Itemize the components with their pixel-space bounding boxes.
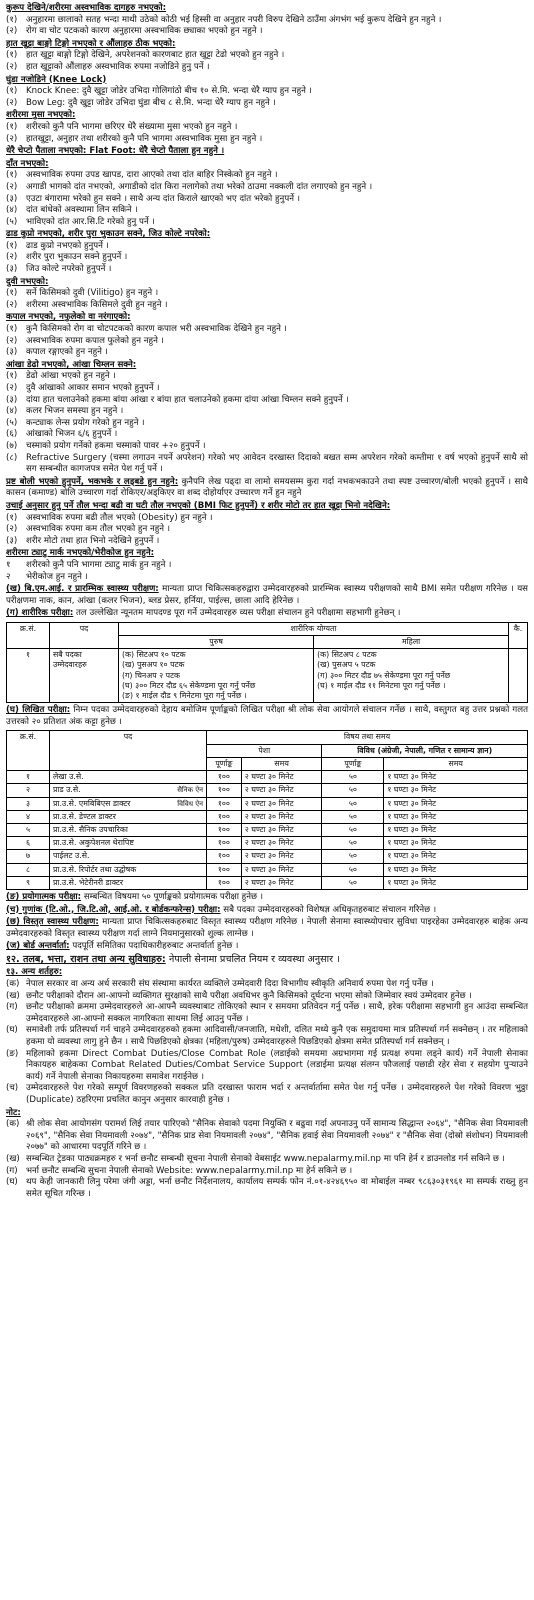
exam-row-sn: ४ xyxy=(7,810,50,823)
exam-row-gen-time: १ घण्टा ३० मिनेट xyxy=(384,876,528,889)
item-text: अनुहारमा छालाको सतह भन्दा माथी उठेको कोठी भई हिस्सी वा अनुहार नपरी विरुप देखिने ठाउँमा अंगभंग भई कुरूप देखिने हुन नहुने । xyxy=(26,14,442,25)
notes-heading: नोट: xyxy=(6,1107,21,1118)
table-row xyxy=(7,850,528,863)
list-item xyxy=(6,50,528,62)
item-text: अस्वभाविक रुपमा उपड खापड, दारा आएको तथा दांत बाहिर निस्केको हुन नहुने । xyxy=(26,170,278,181)
list-item xyxy=(6,524,528,536)
kha-paragraph xyxy=(6,584,528,607)
item-number: (१) xyxy=(6,288,18,299)
item-number: (१) xyxy=(6,240,18,251)
exam-row-time: २ घण्टा ३० मिनेट xyxy=(241,863,322,876)
item-text: कुनै किसिमको रोग वा चोटपटकको कारण कपाल भरी अस्वभाविक देखिने हुन नहुने । xyxy=(26,324,287,335)
section-13-heading: १३. अन्य शर्तहरु: xyxy=(6,967,63,978)
list-item xyxy=(6,441,528,453)
exam-row-post xyxy=(50,784,207,797)
section-12-text: नेपाली सेनामा प्रचलित नियम र व्यवस्था अनुसार । xyxy=(169,953,340,965)
item-number: (१) xyxy=(6,86,18,97)
item-number: (५) xyxy=(6,216,18,227)
list-item xyxy=(6,205,528,217)
exam-row-time: २ घण्टा ३० मिनेट xyxy=(241,797,322,810)
list-item xyxy=(6,98,528,110)
chha-text: मान्यता प्राप्त चिकित्सकहरुबाट विस्तृत स्वास्थ्य परीक्षण गरिनेछ । नेपाली सेनामा स्वास्थ्योपचार सुविधा पाइरहेका उम्मेदवारहरु बाहेक अन्य उम्मेदवारहरुको विस्तृत स्वास्थ्य परीक्षण गर्दा लाग्ने नियमानुसारको शुल्क लाग्नेछ । xyxy=(6,917,529,939)
item-number: (१) xyxy=(6,14,18,25)
item-text: शरीरको कुनै पनि भागमा छरिएर धेरै संख्यामा मुसा भएको हुन नहुने । xyxy=(26,121,238,132)
exam-row-post xyxy=(50,823,207,836)
criteria-section xyxy=(6,3,528,38)
item-number: (२) xyxy=(6,299,18,310)
item-number: (२) xyxy=(6,524,18,535)
fitness-female-list xyxy=(314,649,509,703)
item-number: (ङ) xyxy=(6,1048,19,1059)
item-number: (२) xyxy=(6,181,18,192)
criteria-heading: कपाल नभएको, नफुलेको वा नरंगाएको: xyxy=(6,312,131,323)
item-number: (३) xyxy=(6,347,18,358)
criteria-heading: दाँत नभएको: xyxy=(6,158,49,169)
list-item xyxy=(6,324,528,336)
exam-row-sn: १ xyxy=(7,771,50,784)
list-item xyxy=(6,536,528,548)
exam-row-post-name: प्रा.उ.से. एमबिबिएस डाक्टर xyxy=(53,798,131,808)
item-number: २ xyxy=(6,571,11,582)
exam-row-post xyxy=(50,837,207,850)
criteria-section xyxy=(6,159,528,229)
cha-paragraph xyxy=(6,905,528,917)
item-text: छनौट परीक्षाको क्रममा उम्मेदवारहरुले आ-आफ्नै व्यवस्थाबाट तोकिएको स्थान र समयमा प्रतिवेदन गर्नु पर्नेछ । साथै, हरेक परीक्षामा सहभागी हुन आउंदा सम्बन्धित उम्मेदवारहरुले आ-आफ्नो सक्कल नागरिकता साथमा लिई आउनु पर्नेछ । xyxy=(26,1002,528,1024)
exam-row-time: २ घण्टा ३० मिनेट xyxy=(241,837,322,850)
exam-row-gen-full: ५० xyxy=(322,837,384,850)
item-number: (१) xyxy=(6,324,18,335)
exam-row-post-name: प्रा.उ.से. सैनिक उपचारिका xyxy=(53,824,128,834)
kha-heading: (ख) बि.एम.आई. र प्रारम्भिक स्वास्थ्य परीक्षण: xyxy=(6,584,159,595)
criteria-section xyxy=(6,75,528,110)
exam-pesha-header: पेशा xyxy=(207,744,322,757)
ja-paragraph xyxy=(6,941,528,953)
item-text: ढाड कुप्रो नभएको हुनुपर्ने । xyxy=(26,240,109,251)
exam-table xyxy=(6,730,528,889)
criteria-heading: आंखा डेढो नभएको, आंखा चिम्लन सक्ने: xyxy=(6,359,137,370)
exam-row-time: २ घण्टा ३० मिनेट xyxy=(241,876,322,889)
criteria-section xyxy=(6,360,528,476)
item-text: उम्मेदवारहरुले पेश गरेको सम्पूर्ण विवरणहरुको सक्कल प्रति दरखास्त फाराम भर्दा र अन्तर्वार्तामा समेत पेश गर्नु पर्नेछ । उम्मेदवारहरुले पेश गरेको विवरण भुठ्ठा (Duplicate) ठहरिएमा प्रचलित कानुन अनुसार कारवाही हुनेछ । xyxy=(26,1083,528,1106)
list-item xyxy=(6,1002,528,1025)
item-text: डेढो आंखा भएको हुन नहुने । xyxy=(26,371,116,382)
exam-row-full: १०० xyxy=(207,850,242,863)
list-item xyxy=(6,979,528,991)
exam-row-sn: ८ xyxy=(7,863,50,876)
item-text: श्री लोक सेवा आयोगसंग परामर्श लिई तयार पारिएको "सैनिक सेवाको पदमा नियुक्ति र बढुवा गर्दा अपनाउनु पर्ने सामान्य सिद्धान्त २०६४", "सैनिक सेवा नियमावली २०६९", "सैनिक सेवा नियमावली २०७४", "सैनिक प्राड सेवा नियमावली २०७४", "सैनिक हवाई सेवा नियमावली २०७४" र "सैनिक सेवा (दोस्रो संशोधन) नियमावली २०७७" को आधारमा पदपूर्ति गरिने छ । xyxy=(26,1119,528,1153)
table-row xyxy=(7,876,528,889)
list-item xyxy=(6,300,528,312)
exam-row-full: १०० xyxy=(207,771,242,784)
chha-paragraph xyxy=(6,917,528,940)
fitness-post-header: पद xyxy=(50,622,119,648)
list-item xyxy=(6,347,528,359)
list-item xyxy=(6,453,528,476)
item-number: (१) xyxy=(6,170,18,181)
item-number: (४) xyxy=(6,406,18,417)
list-item xyxy=(6,15,528,27)
item-text: भेरीकोज हुन नहुने । xyxy=(26,571,88,582)
list-item xyxy=(6,1177,528,1200)
exam-row-gen-full: ५० xyxy=(322,784,384,797)
criteria-section xyxy=(6,110,528,145)
list-item xyxy=(6,1166,528,1178)
item-number: (घ) xyxy=(6,1025,18,1036)
item-text: छनौट परीक्षाको दौरान आ-आफ्नो व्यक्तिगत सुरक्षाको साथै परीक्षा अवधिभर कुनै किसिमको दुर्घटना भएमा सोको जिम्मेवार स्वयं उम्मेदवार हुनेछ । xyxy=(26,990,472,1001)
item-text: भर्ना छनौट सम्बन्धि सुचना नेपाली सेनाको Website: www.nepalarmy.mil.np मा हेर्न सकिने छ । xyxy=(26,1165,353,1176)
gha-heading: (घ) लिखित परीक्षा: xyxy=(6,705,71,716)
exam-row-post-name: प्रा.उ.से. रिपोर्टर तथा उद्घोषक xyxy=(53,864,137,874)
speech-heading: प्रष्ट बोली भएको हुनुपर्ने, भकभके र लड्बडे हुन नहुने: xyxy=(6,476,179,487)
exam-row-full: १०० xyxy=(207,823,242,836)
item-text: महिलाको हकमा Direct Combat Duties/Close Combat Role (लडाईको समयमा अग्रभागमा गई प्रत्यक्ष रुपमा लड्ने कार्य) गर्ने नेपाली सेनाका निकायहरु बाहेकका Combat Related Duties/Combat Service Support (लडाईमा प्रत्यक्ष संलग्न फौजलाई पछाडी रहेर सेवा र सहयोग पुऱ्याउने कार्य) गर्ने नेपाली सेनाका निकायहरुमा समावेश गराईनेछ । xyxy=(26,1048,528,1082)
item-text: Refractive Surgery (चस्मा लगाउन नपर्ने अपरेशन) गरेको भए आवेदन दरखास्त दिदाको बखत सम्म अपरेशन गरेको कम्तीमा १ वर्ष भएको हुनुपर्ने साथै सो सग सम्बन्धीत कागजपत्र समेत पेश गर्नु पर्ने । xyxy=(26,452,528,475)
chha-heading: (छ) विस्तृत स्वास्थ्य परीक्षण: xyxy=(6,917,99,928)
item-number: (३) xyxy=(6,264,18,275)
exam-row-gen-time: १ घण्टा ३० मिनेट xyxy=(384,823,528,836)
item-number: (ग) xyxy=(6,1002,18,1013)
table-row xyxy=(7,810,528,823)
list-item xyxy=(6,26,528,38)
bmi-heading: उचाई अनुसार हुनु पर्ने तौल भन्दा बढी वा घटी तौल नभएको (BMI फिट हुनुपर्ने) र शरीर मोटो तर हात खुट्टा भिनो नदेखिने: xyxy=(6,500,391,511)
section-12 xyxy=(6,954,528,967)
male-criterion: (ख) पुसअप १० पटक xyxy=(122,660,185,670)
item-number: (७) xyxy=(6,440,18,451)
item-number: (२) xyxy=(6,133,18,144)
exam-row-gen-time: १ घण्टा ३० मिनेट xyxy=(384,810,528,823)
list-item xyxy=(6,1119,528,1154)
list-item xyxy=(6,182,528,194)
fitness-sn-header: क्र.सं. xyxy=(7,622,50,648)
item-text: नेपाल सरकार वा अन्य अर्ध सरकारी संघ संस्थामा कार्यरत व्यक्तिले उम्मेदवारी दिदा विभागीय स्वीकृति अनिवार्य रुपमा पेश गर्नु पर्नेछ । xyxy=(26,979,434,990)
male-criterion: (घ) ३०० मिटर दौड ६५ सेकेण्डमा पूरा गर्नु पर्नेछ xyxy=(122,680,256,690)
item-text: जिउ कोल्टे नपरेको हुनुपर्ने । xyxy=(26,264,112,275)
female-criterion: (ख) पुसअप ५ पटक xyxy=(317,660,376,670)
ga-paragraph xyxy=(6,608,528,620)
exam-row-gen-full: ५० xyxy=(322,863,384,876)
table-row xyxy=(7,771,528,784)
item-number: (४) xyxy=(6,205,18,216)
fitness-female-header: महिला xyxy=(314,636,509,649)
female-criterion: (क) सिटअप ८ पटक xyxy=(317,650,377,660)
list-item xyxy=(6,264,528,276)
item-number: (२) xyxy=(6,97,18,108)
exam-row-full: १०० xyxy=(207,837,242,850)
item-text: दांया हात चलाउनेको हकमा बांया आंखा र बांया हात चलाउनेको हकमा दांया आंखा चिम्लन सक्ने हुनुपर्ने । xyxy=(26,394,349,405)
criteria-heading: शरीरमा मुसा नभएको: xyxy=(6,110,76,121)
exam-row-sn: ९ xyxy=(7,876,50,889)
item-text: शरीरको कुनै पनि भागमा ट्याटु मार्क हुन नहुने । xyxy=(26,559,172,570)
fitness-row-sn: १ xyxy=(7,649,50,703)
list-item xyxy=(6,429,528,441)
list-item xyxy=(6,513,528,525)
item-number: (ग) xyxy=(6,1165,18,1176)
exam-row-time: २ घण्टा ३० मिनेट xyxy=(241,823,322,836)
table-row xyxy=(7,797,528,810)
item-number: (२) xyxy=(6,61,18,72)
exam-row-full: १०० xyxy=(207,810,242,823)
list-item xyxy=(6,288,528,300)
kha-text: मान्यता प्राप्त चिकित्सकहरुद्वारा उम्मेदवारहरुको प्रारम्भिक स्वास्थ्य परीक्षणको साथै BMI समेत परीक्षण गरिनेछ । यस परीक्षणमा नाक, कान, आंखा (कलर भिजन), ब्लड प्रेसर, हर्निया, पाईल्स, छाला आदि हेरिनेछ । xyxy=(6,584,528,606)
list-item xyxy=(6,217,528,229)
item-text: कन्ट्याक लेन्स प्रयोग गरेको हुन नहुने । xyxy=(26,417,145,428)
exam-row-sn: ३ xyxy=(7,797,50,810)
fitness-table xyxy=(6,622,528,703)
item-text: अगाडी भागको दांत नभएको, अगाडीको दांत किरा नलागेको तथा भरेको ठाउमा नक्कली दांत लगाएको हुन नहुने । xyxy=(26,181,373,192)
exam-general-header: विविध (अंग्रेजी, नेपाली, गणित र सामान्य ज्ञान) xyxy=(322,744,528,757)
item-number: (३) xyxy=(6,193,18,204)
item-text: रोग वा चोट पटकको कारण अनुहारमा अस्वभाविक छ्याका भएको हुन नहुने । xyxy=(26,26,263,37)
fitness-remark-header: कै. xyxy=(509,622,528,648)
criteria-section xyxy=(6,39,528,74)
item-text: शरीर पुरा भुकाउन सक्ने हुनुपर्ने । xyxy=(26,252,128,263)
list-item xyxy=(6,1154,528,1166)
list-item xyxy=(6,406,528,418)
list-item xyxy=(6,122,528,134)
item-text: चस्माको प्रयोग गर्नेको हकमा चस्माको पावर +२० हुनुपर्ने । xyxy=(26,440,206,451)
exam-row-gen-full: ५० xyxy=(322,850,384,863)
exam-row-post xyxy=(50,850,207,863)
item-number: (६) xyxy=(6,429,18,440)
criteria-section xyxy=(6,312,528,358)
exam-row-sn: ७ xyxy=(7,850,50,863)
list-item xyxy=(6,194,528,206)
nga-text: सम्बन्धित विषयमा ५० पूर्णाङ्कको प्रयोगात्मक परीक्षा हुनेछ । xyxy=(83,891,264,902)
section-12-heading: १२. तलब, भत्ता, राशन तथा अन्य सुविधाहरु: xyxy=(6,953,166,965)
item-text: भाविएको दांत आर.सि.टि गरेको हुनु पर्ने । xyxy=(26,216,155,227)
exam-row-post xyxy=(50,771,207,784)
item-number: (१) xyxy=(6,512,18,523)
notes-section xyxy=(6,1108,528,1201)
item-number: (२) xyxy=(6,252,18,263)
female-criterion: (घ) १ माईल दौड ११ मिनेटमा पूरा गर्नु पर्नेछ । xyxy=(317,680,446,690)
item-number: (३) xyxy=(6,535,18,546)
cha-text: सबै पदका उम्मेदवारहरुको विशेषज्ञ अधिकृतहरुबाट संचालन गरिनेछ । xyxy=(223,904,437,915)
item-text: अस्वभाविक रुपमा बढी तौल भएको (Obesity) हुन नहुने । xyxy=(26,512,213,523)
item-number: (३) xyxy=(6,394,18,405)
criteria-heading: दुवी नभएको: xyxy=(6,276,49,287)
exam-row-post xyxy=(50,863,207,876)
exam-row-full: १०० xyxy=(207,784,242,797)
exam-row-gen-full: ५० xyxy=(322,771,384,784)
male-criterion: (क) सिटअप १० पटक xyxy=(122,650,186,660)
bmi-section xyxy=(6,501,528,547)
fitness-row-post: सबै पदका उम्मेदवारहरु xyxy=(50,649,119,703)
exam-row-sn: ५ xyxy=(7,823,50,836)
list-item xyxy=(6,560,528,572)
criteria-heading: कुरूप देखिने/शरीरमा अस्वभाविक दागहरु नभएको: xyxy=(6,3,167,13)
exam-row-time: २ घण्टा ३० मिनेट xyxy=(241,850,322,863)
criteria-section xyxy=(6,146,528,158)
exam-row-time: २ घण्टा ३० मिनेट xyxy=(241,784,322,797)
item-text: सम्बन्धित ट्रेडका पाठ्यक्रमहरु र भर्ना छनौट सम्बन्धी सूचना नेपाली सेनाको वेबसाईट www.nepalarmy.mil.np मा पनि हेर्न र डाउनलोड गर्न सकिने छ । xyxy=(26,1153,505,1164)
item-text: शरीरमा अस्वभाविक किसिमले दुवी हुन नहुने । xyxy=(26,299,168,310)
nga-paragraph xyxy=(6,892,528,904)
item-text: दांत बांधेको अवस्थामा लिन सकिने । xyxy=(26,205,138,216)
list-item xyxy=(6,1083,528,1106)
exam-row-gen-time: १ घण्टा ३० मिनेट xyxy=(384,850,528,863)
exam-row-gen-time: १ घण्टा ३० मिनेट xyxy=(384,863,528,876)
exam-full-header: पूर्णाङ्क xyxy=(207,757,242,770)
fitness-male-header: पुरुष xyxy=(119,636,314,649)
list-item xyxy=(6,170,528,182)
table-row xyxy=(7,863,528,876)
item-number: (क) xyxy=(6,1119,20,1130)
exam-subject-header: विषय तथा समय xyxy=(207,731,528,744)
ga-text: तल उल्लेखित न्यूनतम मापदण्ड पूरा गर्ने उम्मेदवारहरु व्यस परीक्षा संचालन हुने परीक्षामा सहभागी हुनेछन् । xyxy=(76,608,401,619)
criteria-section xyxy=(6,277,528,312)
gha-paragraph xyxy=(6,705,528,728)
item-number: (५) xyxy=(6,417,18,428)
exam-row-gen-full: ५० xyxy=(322,876,384,889)
item-number: (१) xyxy=(6,121,18,132)
item-number: (१) xyxy=(6,371,18,382)
exam-row-post-name: प्रा.उ.से. भेटेरीनरी डाक्टर xyxy=(53,877,124,887)
list-item xyxy=(6,418,528,430)
item-number: (क) xyxy=(6,979,20,990)
item-text: हात खुट्टाको औंलाहरु अस्वभाविक रुपमा नजोडिने हुनु पर्ने । xyxy=(26,61,210,72)
exam-row-note: विविध ऐन xyxy=(177,799,203,808)
exam-row-gen-full: ५० xyxy=(322,797,384,810)
item-text: अस्वभाविक रुपमा कम तौल भएको हुन नहुने । xyxy=(26,524,171,535)
exam-row-gen-full: ५० xyxy=(322,810,384,823)
exam-row-gen-time: १ घण्टा ३० मिनेट xyxy=(384,837,528,850)
ja-heading: (ज) बोर्ड अन्तर्वार्ता: xyxy=(6,941,70,952)
exam-post-header: पद xyxy=(50,731,207,771)
table-row xyxy=(7,823,528,836)
exam-gen-full-header: पूर्णाङ्क xyxy=(322,757,384,770)
exam-row-full: १०० xyxy=(207,863,242,876)
exam-row-full: १०० xyxy=(207,797,242,810)
item-number: (२) xyxy=(6,335,18,346)
criteria-heading: धेरै चेप्टो पैताला नभएको: Flat Foot: धेरै चेप्टो पैताला हुन नहुने । xyxy=(6,146,225,157)
item-text: थप केही जानकारी लिनु परेमा जंगी अड्डा, भर्ना छनौट निर्देशनालय, कार्यालय सम्पर्क फोन नं.०१-४२४६९५० वा मोबाईल नम्बर ९८६३०३१९६१ मा सम्पर्क राख्नु हुन समेत सूचित गरिन्छ । xyxy=(26,1177,528,1199)
criteria-heading: ढाड कुप्रो नभएको, शरीर पुरा भुकाउन सक्ने, जिउ कोल्टे नपरेको: xyxy=(6,229,211,240)
list-item xyxy=(6,336,528,348)
exam-row-post-name: प्रा.उ.से. अकुपेशनल थेरापिष्ट xyxy=(53,838,134,848)
criteria-section xyxy=(6,229,528,275)
item-number: (ख) xyxy=(6,990,20,1001)
item-text: एउटा बंगारामा भरेको हुन सक्ने । साथै अन्य दांत किराले खाएको भए दांत भरेको हुनुपर्ने । xyxy=(26,193,300,204)
fitness-male-list xyxy=(119,649,314,703)
exam-gen-time-header: समय xyxy=(384,757,528,770)
speech-paragraph xyxy=(6,477,528,500)
item-number: (१) xyxy=(6,50,18,61)
item-text: समावेशी तर्फ प्रतिस्पर्धा गर्न चाहने उम्मेदवारहरुको हकमा आदिवासी/जनजाति, मधेशी, दलित मध्ये कुनै एक समुदायमा मात्र प्रतिस्पर्धा गर्न सक्नेछन् । तर महिलाको हकमा यो व्यवस्था लागु हुने छैन । साथै पिछडिएको क्षेत्रका (महिला/पुरुष) उम्मेदवारहरुले पिछडिएको क्षेत्रमा समेत प्रतिस्पर्धा गर्न सक्नेछन् । xyxy=(26,1025,528,1048)
item-number: (च) xyxy=(6,1083,19,1094)
criteria-heading: घुंडा नजोडिने (Knee Lock) xyxy=(6,74,107,85)
exam-row-gen-full: ५० xyxy=(322,823,384,836)
exam-row-gen-time: १ घण्टा ३० मिनेट xyxy=(384,797,528,810)
male-criterion: (ङ) १ माईल दौड ९ मिनेटमा पूरा गर्नु पर्नेछ । xyxy=(122,691,247,701)
list-item xyxy=(6,991,528,1003)
list-item xyxy=(6,86,528,98)
nga-heading: (ङ) प्रयोगात्मक परीक्षा: xyxy=(6,891,82,902)
exam-row-post-name: प्राड उ.से. xyxy=(53,785,81,795)
list-item xyxy=(6,241,528,253)
exam-row-time: २ घण्टा ३० मिनेट xyxy=(241,810,322,823)
item-text: अस्वभाविक रुपमा कपाल फुलेको हुन नहुने । xyxy=(26,335,164,346)
tattoo-section xyxy=(6,548,528,583)
fitness-header: शारीरिक योग्यता xyxy=(119,622,509,635)
female-criterion: (ग) ३०० मिटर दौड ७५ सेकेण्डमा पूरा गर्नु पर्नेछ xyxy=(317,670,451,680)
tattoo-heading: शरीरमा ट्याटु मार्क नभएको/भेरीकोज हुन नहुने: xyxy=(6,548,155,559)
exam-row-gen-time: १ घण्टा ३० मिनेट xyxy=(384,771,528,784)
exam-row-time: २ घण्टा ३० मिनेट xyxy=(241,771,322,784)
list-item xyxy=(6,134,528,146)
exam-row-post-name: लेखा उ.से. xyxy=(53,772,84,782)
exam-time-header: समय xyxy=(241,757,322,770)
list-item xyxy=(6,395,528,407)
item-text: Bow Leg: दुवै खुट्टा जोडेर उभिदा घुंडा बीच ८ से.मि. भन्दा धेरै ग्याप हुन नहुने । xyxy=(26,97,276,108)
list-item xyxy=(6,383,528,395)
exam-row-post xyxy=(50,876,207,889)
item-text: आंखाको भिजन ६/६ हुनुपर्ने । xyxy=(26,429,118,440)
item-text: शरीर मोटो तथा हात भिनो नदेखिने हुनुपर्ने । xyxy=(26,535,160,546)
list-item xyxy=(6,572,528,584)
item-text: हात खुट्टा बाङ्गो टिङ्गो देखिने, अपरेशनको कारणबाट हात खुट्टा टेढो भएको हुन नहुने । xyxy=(26,50,285,61)
item-text: कलर भिजन समस्या हुन नहुने । xyxy=(26,406,124,417)
exam-row-sn: २ xyxy=(7,784,50,797)
item-text: सर्ने किसिमको दुवी (Vilitigo) हुन नहुने । xyxy=(26,288,159,299)
list-item xyxy=(6,62,528,74)
ja-text: पदपूर्ति समितिका पदाधिकारीहरुबाट अन्तर्वार्ता हुनेछ । xyxy=(72,941,239,952)
exam-sn-header: क्र.सं. xyxy=(7,731,50,771)
gha-text: निम्न पदका उम्मेदवारहरुको देहाय बमोजिम पूर्णाङ्कको लिखित परीक्षा श्री लोक सेवा आयोगले संचालन गर्नेछ । साथै, वस्तुगत बहु उत्तर प्रश्नको गलत उत्तरको २० प्रतिशत अंक कट्टा हुनेछ । xyxy=(6,705,528,727)
item-number: (२) xyxy=(6,383,18,393)
exam-row-note: सैनिक ऐन xyxy=(177,786,203,795)
list-item xyxy=(6,1025,528,1048)
list-item xyxy=(6,1049,528,1084)
criteria-heading: हात खुट्टा बाङ्गो टिङ्गो नभएको र औंलाहरु ठीक भएको: xyxy=(6,38,176,49)
fitness-row-remark xyxy=(509,649,528,703)
table-row xyxy=(7,837,528,850)
cha-heading: (च) गुणांक (टि.ओ., जि.टि.ओ, आई.ओ. र बोर्डकन्फरेन्स) परीक्षा: xyxy=(6,904,221,915)
medical-criteria-sections xyxy=(6,3,528,476)
item-text: Knock Knee: दुवै खुट्टा जोडेर उभिदा गोलिगांठो बीच १० से.मि. भन्दा धेरै ग्याप हुन नहुने । xyxy=(26,86,312,97)
exam-row-post xyxy=(50,797,207,810)
item-number: (घ) xyxy=(6,1177,18,1188)
item-text: दुवै आंखाको आकार समान भएको हुनुपर्ने । xyxy=(26,383,160,393)
table-row xyxy=(7,784,528,797)
item-text: हातखुट्टा, अनुहार तथा शरीरको कुनै पनि भागमा अस्वभाविक मुसा हुन नहुने । xyxy=(26,133,263,144)
list-item xyxy=(6,252,528,264)
exam-row-gen-time: १ घण्टा ३० मिनेट xyxy=(384,784,528,797)
exam-row-full: १०० xyxy=(207,876,242,889)
list-item xyxy=(6,371,528,383)
item-number: १ xyxy=(6,559,11,570)
exam-row-sn: ६ xyxy=(7,837,50,850)
speech-text: कुनैपनि लेख पढ्दा वा लामो समयसम्म कुरा गर्दा नभकभकाउने तथा स्पष्ट उच्चारण/बोली भएको हुनुपर्ने । साथै कासन (कमाण्ड) बोलि उच्चारण गर्दा रोकिएर/अड्किएर वा शब्द दोहोर्याएर उच्चारण गर्ने हुन नहुने xyxy=(6,476,529,499)
item-number: (ख) xyxy=(6,1153,20,1164)
item-number: (२) xyxy=(6,26,18,37)
exam-row-post xyxy=(50,810,207,823)
item-number: (८) xyxy=(6,452,18,463)
section-13 xyxy=(6,967,528,1106)
exam-row-post-name: पाईलट उ.से. xyxy=(53,851,90,861)
male-criterion: (ग) चिनअप २ पटक xyxy=(122,670,180,680)
exam-row-post-name: प्रा.उ.से. डेण्टल डाक्टर xyxy=(53,811,116,821)
item-text: कपाल रङ्गाएको हुन नहुने । xyxy=(26,347,108,358)
ga-heading: (ग) शारीरिक परीक्षा: xyxy=(6,608,74,619)
